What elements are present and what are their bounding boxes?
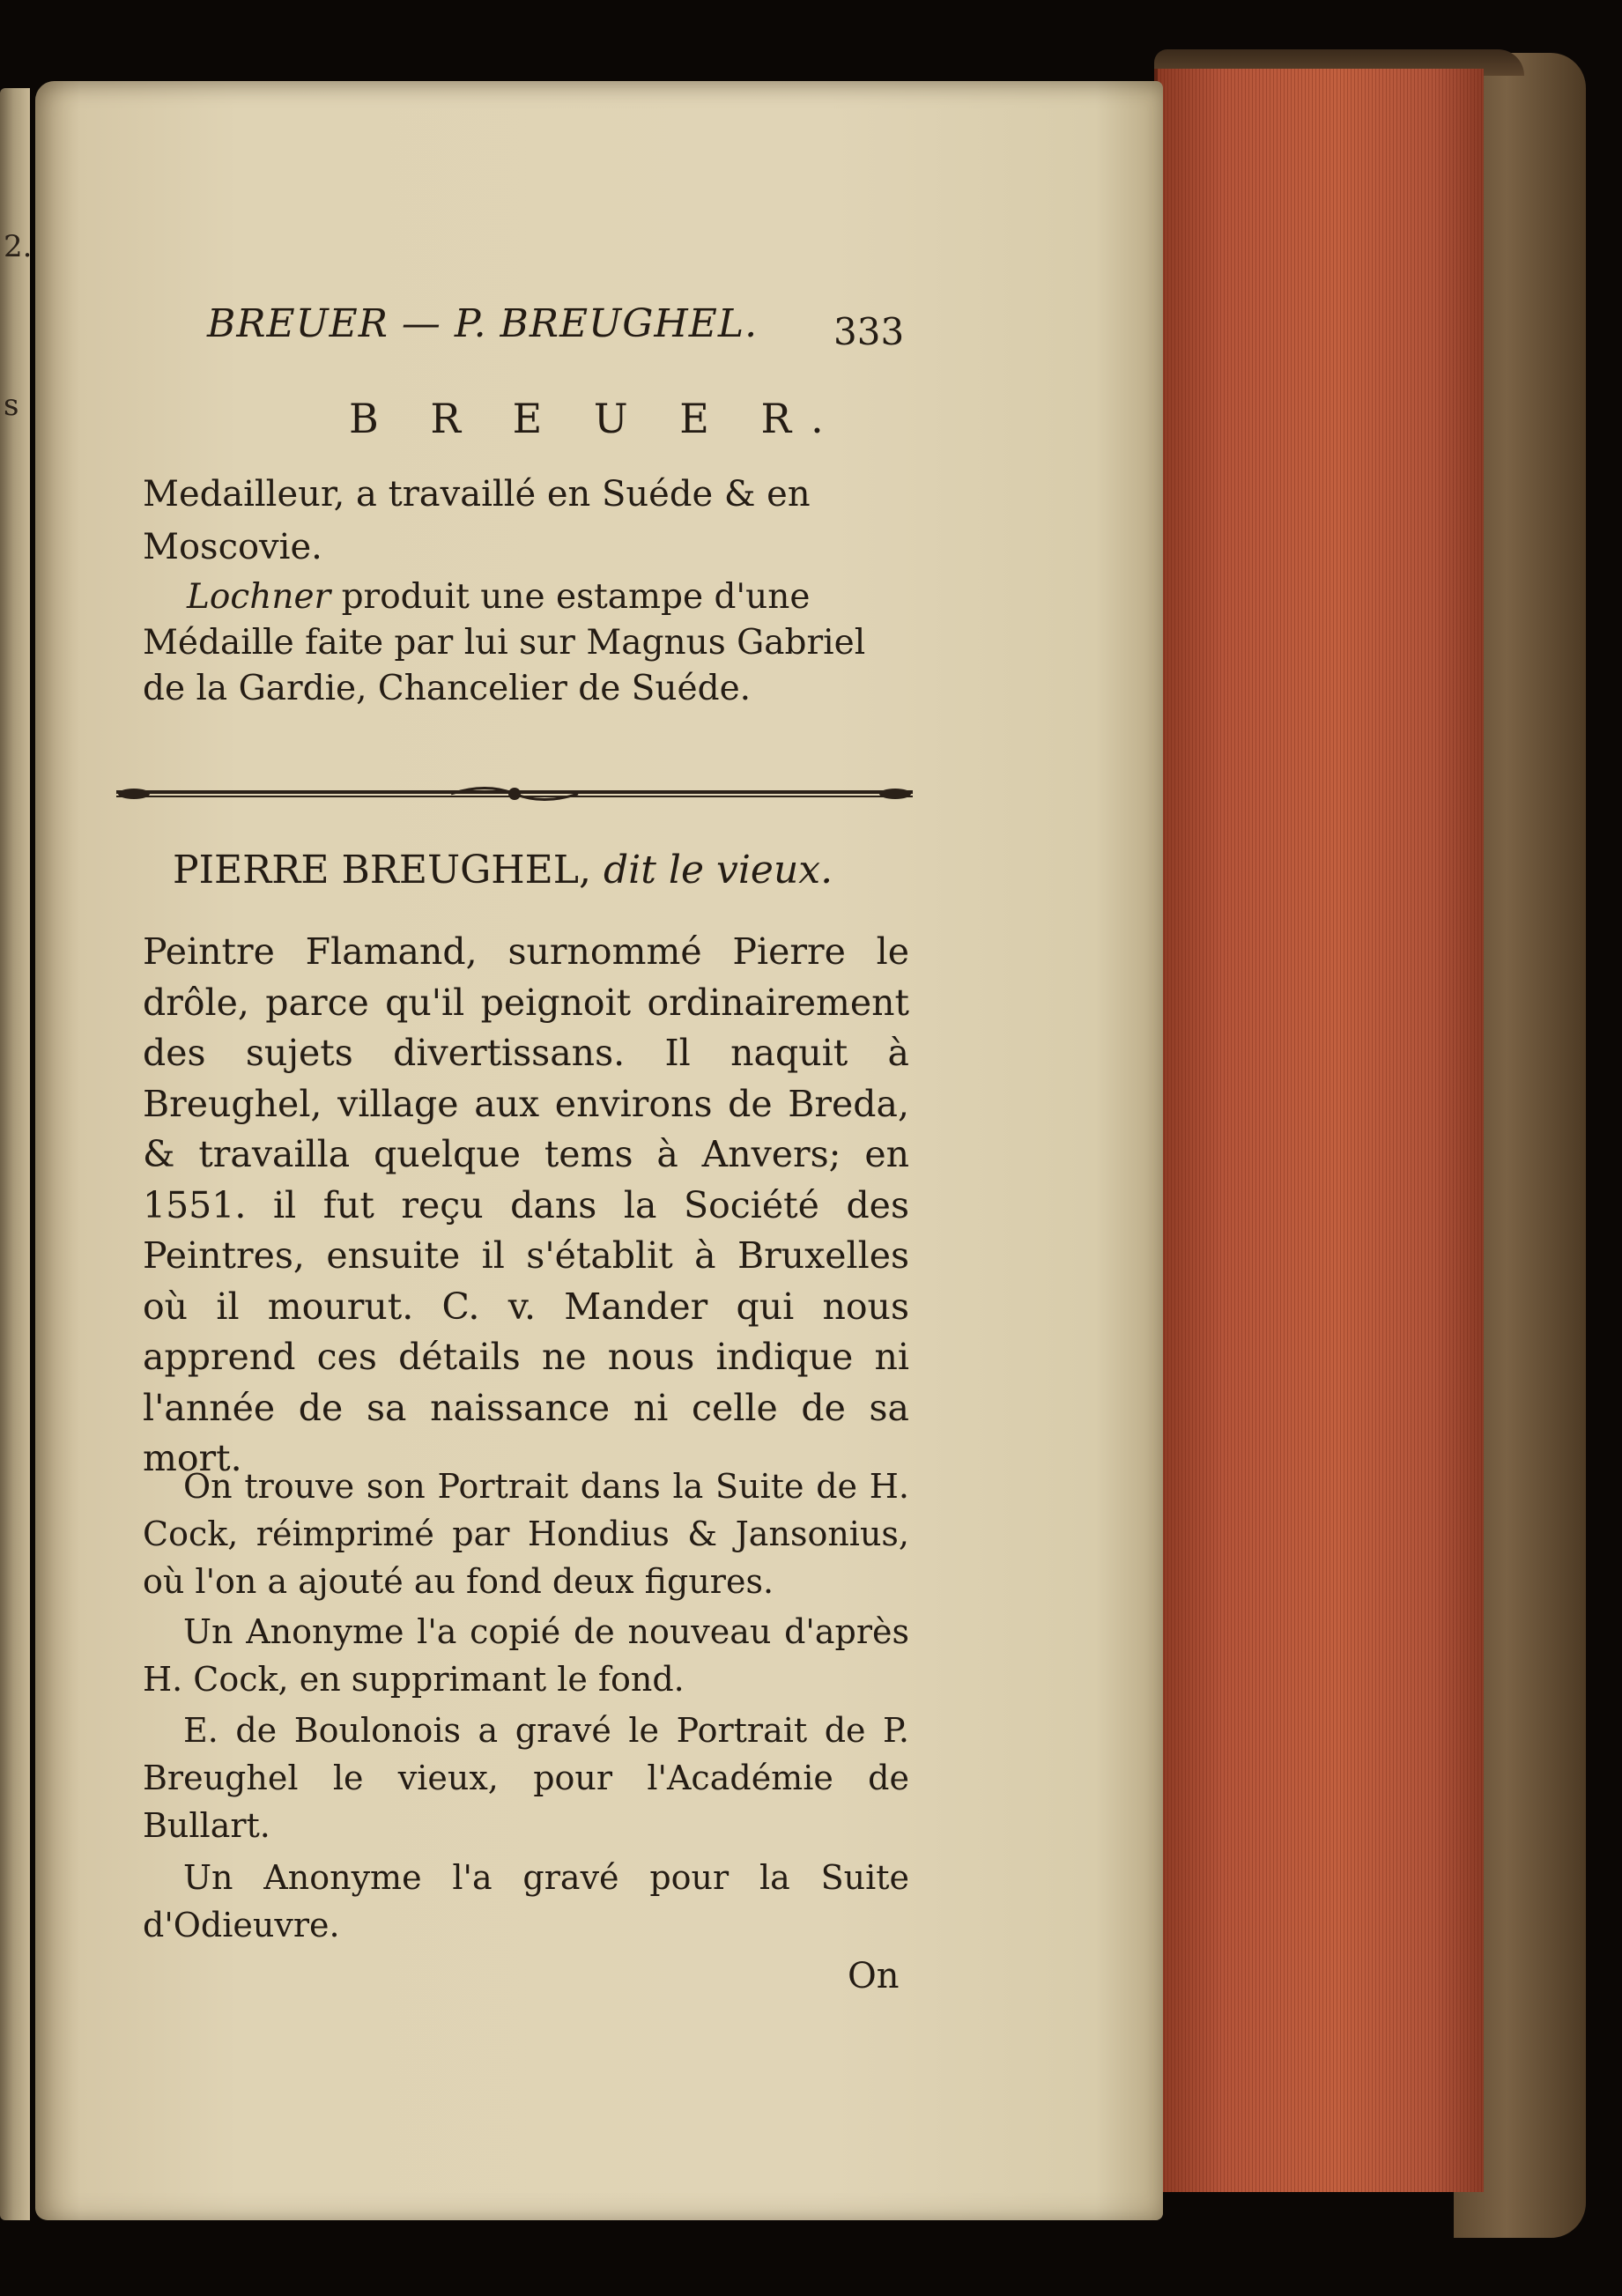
engraver-name: Lochner (187, 577, 331, 617)
paragraph-anonyme-odieuvre: Un Anonyme l'a gravé pour la Suite d'Odieuvre. (143, 1858, 909, 1944)
breuer-description-line-2: Moscovie. (143, 527, 322, 567)
entry-title-breuer: B R E U E R. (349, 395, 843, 442)
paragraph-boulonois: E. de Boulonois a gravé le Portrait de P. Breughel le vieux, pour l'Académie de Bullart. (143, 1711, 909, 1845)
breughel-name: PIERRE BREUGHEL, (173, 848, 604, 892)
running-head: BREUER — P. BREUGHEL. (207, 301, 759, 346)
paragraph-portrait-cock: On trouve son Portrait dans la Suite de H. Cock, réimprimé par Hondius & Jansonius, où l'on a ajouté au fond deux figures. (143, 1467, 909, 1601)
page-number: 333 (833, 310, 905, 353)
left-page-sliver (0, 88, 33, 2220)
breuer-paragraph (143, 574, 909, 712)
breughel-biography: Peintre Flamand, surnommé Pierre le drôle, parce qu'il peignoit ordinairement des sujets divertissans. Il naquit à Breughel, village aux environs de Breda, & travailla quelque tems à Anvers; en 1551. il fut reçu dans la Société des Peintres, ensuite il s'établit à Bruxelles où il mourut. C. v. Mander qui nous apprend ces détails ne nous indique ni l'année de sa naissance ni celle de sa mort. (143, 930, 909, 1479)
breuer-description-line-1: Medailleur, a travaillé en Suéde & en (143, 474, 811, 515)
ornamental-divider (116, 782, 913, 805)
breughel-epithet: dit le vieux. (603, 848, 833, 892)
page-block-red-edges (1154, 69, 1484, 2192)
left-margin-mark: s (4, 388, 19, 423)
left-margin-mark: 2. (4, 229, 33, 264)
entry-title-breughel (173, 848, 833, 892)
catchword: On (848, 1956, 900, 1996)
breuer-paragraph-text: produit une estampe d'une Médaille faite par lui sur Magnus Gabriel de la Gardie, Chancelier de Suéde. (143, 577, 866, 708)
paragraph-anonyme-copie: Un Anonyme l'a copié de nouveau d'après H. Cock, en supprimant le fond. (143, 1612, 909, 1699)
book-page (35, 81, 1163, 2220)
